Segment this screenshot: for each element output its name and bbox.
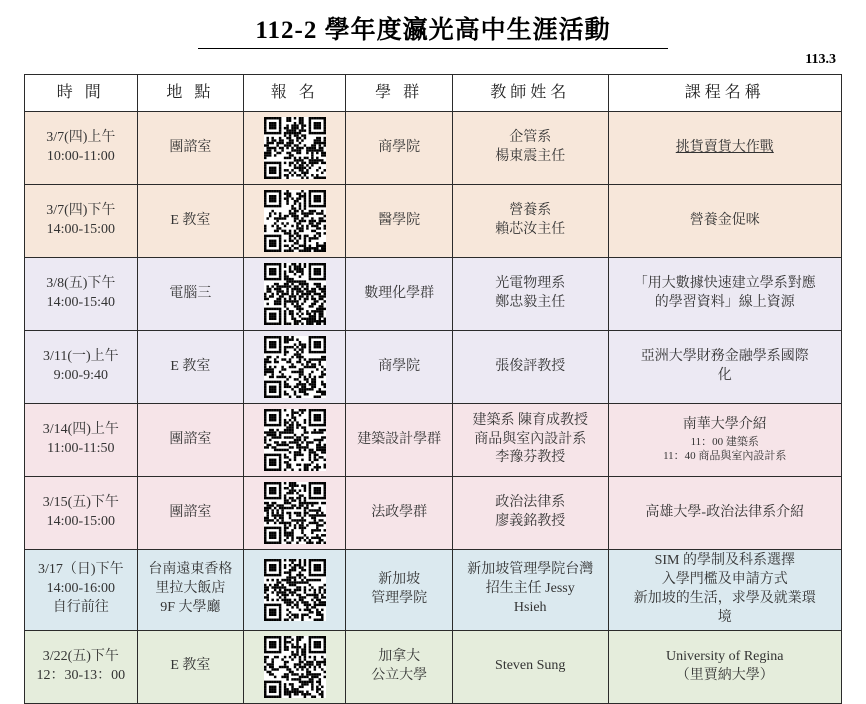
column-header-place: 地 點: [137, 75, 243, 112]
cell-signup-qr[interactable]: [244, 404, 346, 477]
cell-teacher: 新加坡管理學院台灣 招生主任 Jessy Hsieh: [452, 550, 608, 631]
cell-time: 3/15(五)下午 14:00-15:00: [25, 477, 138, 550]
cell-place: 台南遠東香格 里拉大飯店 9F 大學廳: [137, 550, 243, 631]
table-row: [25, 550, 842, 631]
cell-place: 團諮室: [137, 477, 243, 550]
cell-group: 新加坡 管理學院: [346, 550, 452, 631]
column-header-time: 時 間: [25, 75, 138, 112]
cell-teacher: 建築系 陳育成教授 商品與室內設計系 李豫芬教授: [452, 404, 608, 477]
cell-time: 3/11(一)上午 9:00-9:40: [25, 331, 138, 404]
qr-code-icon[interactable]: [264, 263, 326, 325]
qr-code-icon[interactable]: [264, 336, 326, 398]
cell-group: 建築設計學群: [346, 404, 452, 477]
cell-signup-qr[interactable]: [244, 550, 346, 631]
cell-teacher: 營養系 賴芯汝主任: [452, 185, 608, 258]
cell-course: 挑貨賣貨大作戰: [608, 112, 841, 185]
cell-group: 數理化學群: [346, 258, 452, 331]
cell-teacher: 光電物理系 鄭忠毅主任: [452, 258, 608, 331]
table-row: [25, 112, 842, 185]
column-header-signup: 報 名: [244, 75, 346, 112]
page-title: 112-2 學年度瀛光高中生涯活動: [255, 17, 611, 44]
cell-time: 3/8(五)下午 14:00-15:40: [25, 258, 138, 331]
cell-time: 3/22(五)下午 12：30-13：00: [25, 630, 138, 703]
qr-code-icon[interactable]: [264, 117, 326, 179]
cell-course: 「用大數據快速建立學系對應 的學習資料」線上資源: [608, 258, 841, 331]
cell-place: E 教室: [137, 185, 243, 258]
qr-code-icon[interactable]: [264, 482, 326, 544]
qr-code-icon[interactable]: [264, 559, 326, 621]
table-row: [25, 331, 842, 404]
cell-place: 團諮室: [137, 404, 243, 477]
cell-teacher: 政治法律系 廖義銘教授: [452, 477, 608, 550]
cell-teacher: 張俊評教授: [452, 331, 608, 404]
cell-signup-qr[interactable]: [244, 331, 346, 404]
cell-group: 加拿大 公立大學: [346, 630, 452, 703]
qr-code-icon[interactable]: [264, 409, 326, 471]
table-row: [25, 630, 842, 703]
cell-time: 3/14(四)上午 11:00-11:50: [25, 404, 138, 477]
column-header-course: 課程名稱: [608, 75, 841, 112]
cell-course: SIM 的學制及科系選擇 入學門檻及申請方式 新加坡的生活，求學及就業環 境: [608, 550, 841, 631]
cell-teacher: Steven Sung: [452, 630, 608, 703]
cell-signup-qr[interactable]: [244, 477, 346, 550]
table-row: [25, 404, 842, 477]
cell-time: 3/7(四)上午 10:00-11:00: [25, 112, 138, 185]
cell-teacher: 企管系 楊東震主任: [452, 112, 608, 185]
cell-group: 商學院: [346, 112, 452, 185]
cell-signup-qr[interactable]: [244, 630, 346, 703]
table-row: [25, 185, 842, 258]
table-row: [25, 477, 842, 550]
cell-course: 南華大學介紹 11：00 建築系 11：40 商品與室內設計系: [608, 404, 841, 477]
cell-place: 電腦三: [137, 258, 243, 331]
table-header-row: [25, 75, 842, 112]
schedule-table: [24, 74, 842, 704]
column-header-group: 學 群: [346, 75, 452, 112]
table-row: [25, 258, 842, 331]
cell-signup-qr[interactable]: [244, 258, 346, 331]
cell-course: 營養金促咪: [608, 185, 841, 258]
cell-place: E 教室: [137, 331, 243, 404]
cell-group: 商學院: [346, 331, 452, 404]
cell-course: 亞洲大學財務金融學系國際 化: [608, 331, 841, 404]
cell-signup-qr[interactable]: [244, 185, 346, 258]
cell-group: 法政學群: [346, 477, 452, 550]
qr-code-icon[interactable]: [264, 636, 326, 698]
course-schedule-note: 11：00 建築系 11：40 商品與室內設計系: [663, 435, 787, 463]
cell-course: University of Regina （里賈納大學）: [608, 630, 841, 703]
cell-signup-qr[interactable]: [244, 112, 346, 185]
document-date: 113.3: [805, 52, 836, 67]
cell-time: 3/7(四)下午 14:00-15:00: [25, 185, 138, 258]
cell-time: 3/17（日)下午 14:00-16:00 自行前往: [25, 550, 138, 631]
cell-place: E 教室: [137, 630, 243, 703]
table-body: [25, 112, 842, 704]
cell-group: 醫學院: [346, 185, 452, 258]
cell-course: 高雄大學-政治法律系介紹: [608, 477, 841, 550]
cell-place: 團諮室: [137, 112, 243, 185]
qr-code-icon[interactable]: [264, 190, 326, 252]
column-header-teacher: 教師姓名: [452, 75, 608, 112]
